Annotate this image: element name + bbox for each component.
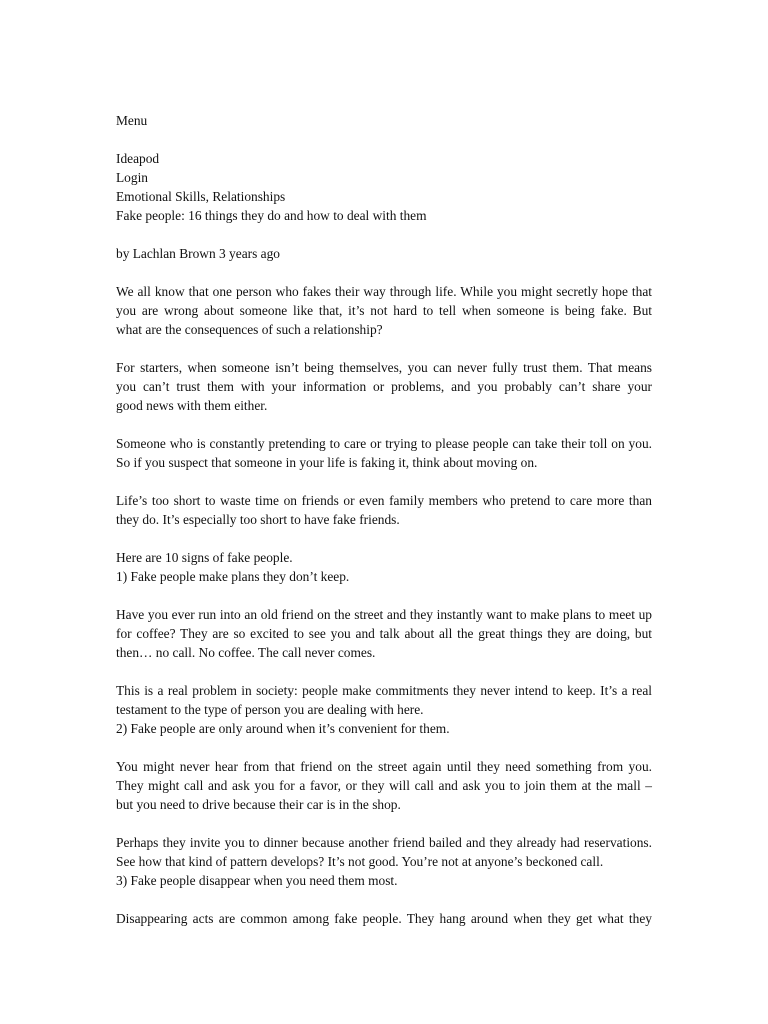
paragraph-line: but you need to drive because their car is in the shop. [116, 797, 401, 812]
section-heading-2: 2) Fake people are only around when it’s convenient for them. [116, 721, 450, 736]
spacer [116, 339, 652, 358]
paragraph-2 [116, 358, 652, 415]
spacer [116, 225, 652, 244]
paragraph-line: Have you ever run into an old friend on the street and they instantly want to make plans to meet up [116, 607, 652, 622]
paragraph-line: They might call and ask you for a favor, or they will call and ask you to join them at the mall – [116, 778, 652, 793]
paragraph-line: what are the consequences of such a relationship? [116, 322, 383, 337]
paragraph-line: So if you suspect that someone in your life is faking it, think about moving on. [116, 455, 538, 470]
spacer [116, 662, 652, 681]
paragraph-line: We all know that one person who fakes their way through life. While you might secretly hope that [116, 284, 652, 299]
paragraph-4 [116, 491, 652, 529]
spacer [116, 814, 652, 833]
spacer [116, 890, 652, 909]
paragraph-line: See how that kind of pattern develops? It’s not good. You’re not at anyone’s beckoned call. [116, 854, 604, 869]
document-page [116, 111, 652, 928]
paragraph-line: Disappearing acts are common among fake people. They hang around when they get what they [116, 911, 652, 926]
paragraph-line: testament to the type of person you are dealing with here. [116, 702, 424, 717]
article-title: Fake people: 16 things they do and how to deal with them [116, 208, 427, 223]
paragraph-line: For starters, when someone isn’t being themselves, you can never fully trust them. That means [116, 360, 652, 375]
paragraph-1 [116, 282, 652, 339]
section-heading-3: 3) Fake people disappear when you need them most. [116, 873, 398, 888]
paragraph-5 [116, 605, 652, 662]
byline: by Lachlan Brown 3 years ago [116, 246, 280, 261]
paragraph-line: You might never hear from that friend on the street again until they need something from you. [116, 759, 652, 774]
menu-link[interactable]: Menu [116, 113, 148, 128]
spacer [116, 529, 652, 548]
paragraph-line: then… no call. No coffee. The call never comes. [116, 645, 376, 660]
paragraph-line: Someone who is constantly pretending to care or trying to please people can take their toll on you. [116, 436, 652, 451]
paragraph-line: good news with them either. [116, 398, 268, 413]
spacer [116, 472, 652, 491]
paragraph-line: you are wrong about someone like that, it’s not hard to tell when someone is being fake. But [116, 303, 652, 318]
paragraph-7 [116, 757, 652, 814]
paragraph-8 [116, 833, 652, 871]
paragraph-9 [116, 909, 652, 928]
category-links[interactable]: Emotional Skills, Relationships [116, 189, 286, 204]
list-intro: Here are 10 signs of fake people. [116, 550, 293, 565]
spacer [116, 586, 652, 605]
spacer [116, 263, 652, 282]
paragraph-line: you can’t trust them with your information or problems, and you probably can’t share your [116, 379, 652, 394]
paragraph-line: for coffee? They are so excited to see you and talk about all the great things they are doing, but [116, 626, 652, 641]
site-name-link[interactable]: Ideapod [116, 151, 160, 166]
section-heading-1: 1) Fake people make plans they don’t keep. [116, 569, 350, 584]
paragraph-line: they do. It’s especially too short to have fake friends. [116, 512, 400, 527]
spacer [116, 415, 652, 434]
paragraph-6 [116, 681, 652, 719]
paragraph-line: This is a real problem in society: people make commitments they never intend to keep. It’s a real [116, 683, 652, 698]
login-link[interactable]: Login [116, 170, 148, 185]
paragraph-3 [116, 434, 652, 472]
spacer [116, 738, 652, 757]
spacer [116, 130, 652, 149]
paragraph-line: Life’s too short to waste time on friends or even family members who pretend to care more than [116, 493, 652, 508]
paragraph-line: Perhaps they invite you to dinner because another friend bailed and they already had reservations. [116, 835, 652, 850]
